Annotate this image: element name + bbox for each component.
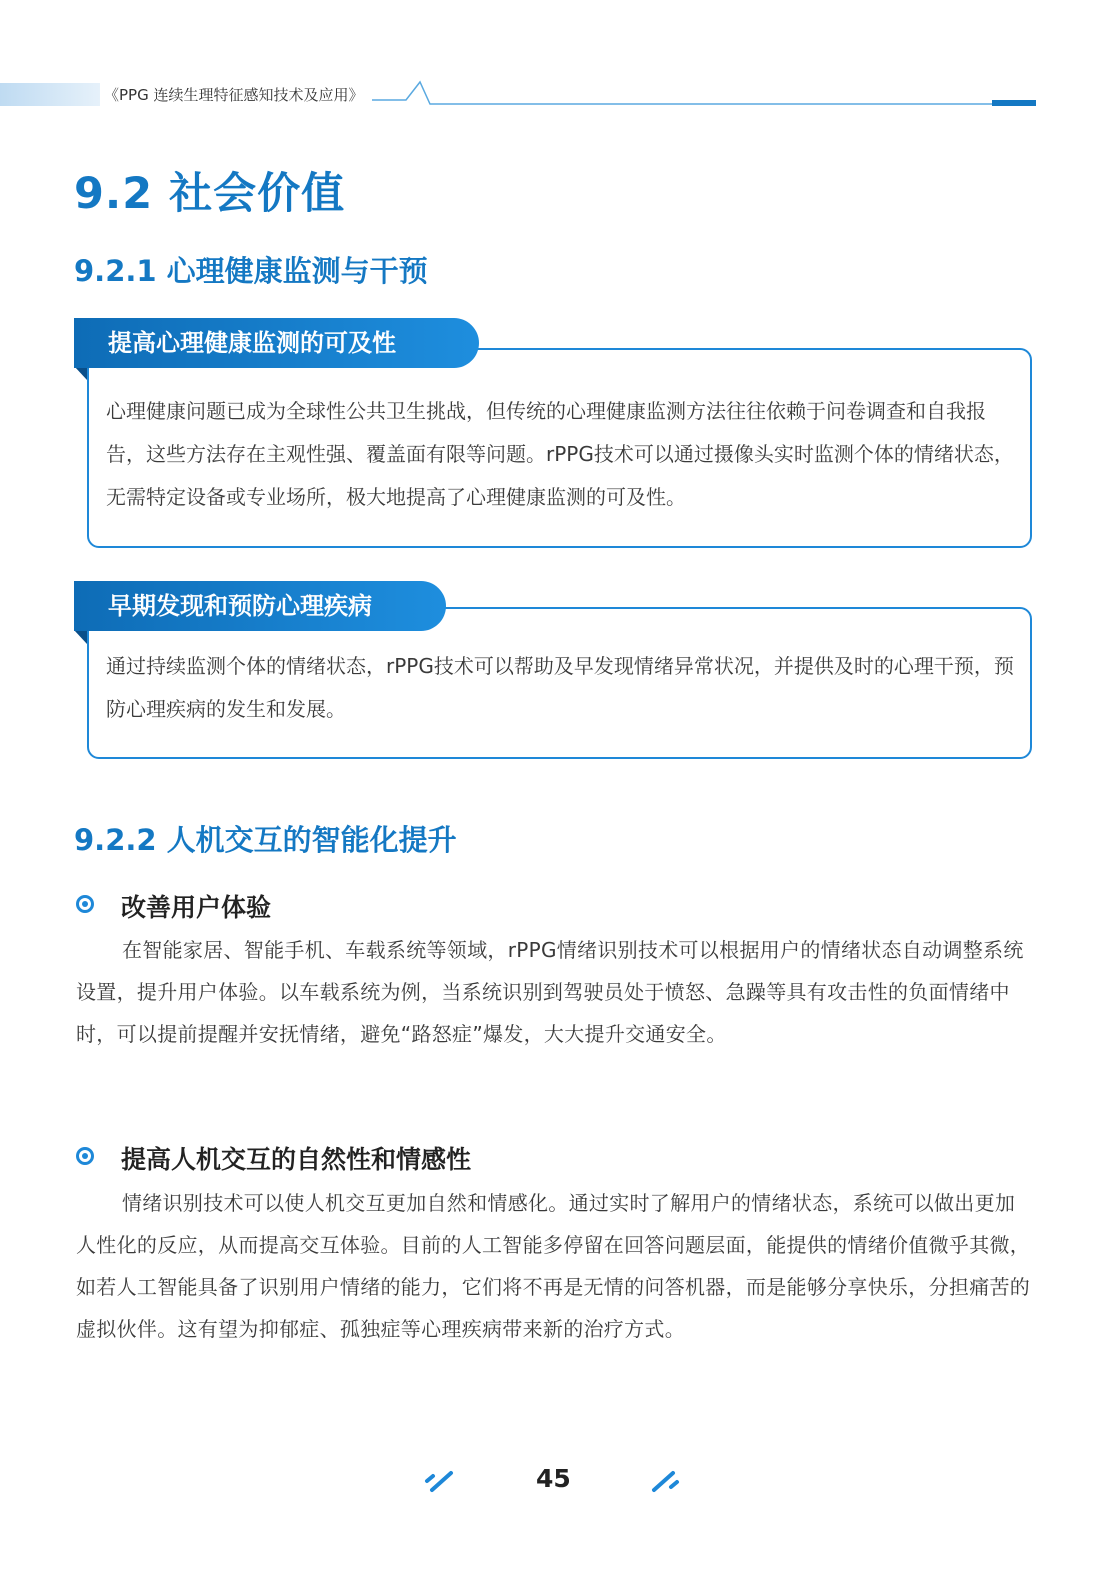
card-text-1: 心理健康问题已成为全球性公共卫生挑战，但传统的心理健康监测方法往往依赖于问卷调查和自我报告，这些方法存在主观性强、覆盖面有限等问题。rPPG技术可以通过摄像头实时监测个体的情绪状态，无需特定设备或专业场所，极大地提高了心理健康监测的可及性。 [106, 399, 1014, 509]
header-accent-bar [0, 83, 100, 106]
bullet-heading-2: 提高人机交互的自然性和情感性 [121, 1145, 472, 1174]
card-tab-fold [74, 630, 87, 644]
running-header-title: 《PPG 连续生理特征感知技术及应用》 [104, 86, 364, 104]
card-label-2: 早期发现和预防心理疾病 [74, 581, 446, 631]
bullet-paragraph-1: 在智能家居、智能手机、车载系统等领域，rPPG情绪识别技术可以根据用户的情绪状态自动调整系统设置，提升用户体验。以车载系统为例，当系统识别到驾驶员处于愤怒、急躁等具有攻击性的负面情绪中时，可以提前提醒并安抚情绪，避免“路怒症”爆发，大大提升交通安全。 [76, 938, 1024, 1046]
header-decorative-line [372, 78, 1037, 110]
footer-slash-icon-right [650, 1468, 682, 1496]
page-number: 45 [536, 1464, 571, 1493]
subsection-title-2: 9.2.2 人机交互的智能化提升 [74, 823, 457, 857]
bullet-paragraph-2: 情绪识别技术可以使人机交互更加自然和情感化。通过实时了解用户的情绪状态，系统可以做出更加人性化的反应，从而提高交互体验。目前的人工智能多停留在回答问题层面，能提供的情绪价值微乎其微，如若人工智能具备了识别用户情绪的能力，它们将不再是无情的问答机器，而是能够分享快乐，分担痛苦的虚拟伙伴。这有望为抑郁症、孤独症等心理疾病带来新的治疗方式。 [76, 1191, 1031, 1341]
subsection-title-1: 9.2.1 心理健康监测与干预 [74, 254, 428, 288]
card-tab-fold [74, 366, 87, 380]
target-bullet-icon [76, 1147, 94, 1165]
card-text-2: 通过持续监测个体的情绪状态，rPPG技术可以帮助及早发现情绪异常状况，并提供及时的心理干预，预防心理疾病的发生和发展。 [106, 654, 1014, 721]
target-bullet-icon [76, 895, 94, 913]
section-title: 9.2 社会价值 [74, 169, 346, 219]
bullet-heading-1: 改善用户体验 [121, 893, 272, 922]
footer-slash-icon-left [424, 1468, 456, 1496]
card-label-1: 提高心理健康监测的可及性 [74, 318, 479, 368]
